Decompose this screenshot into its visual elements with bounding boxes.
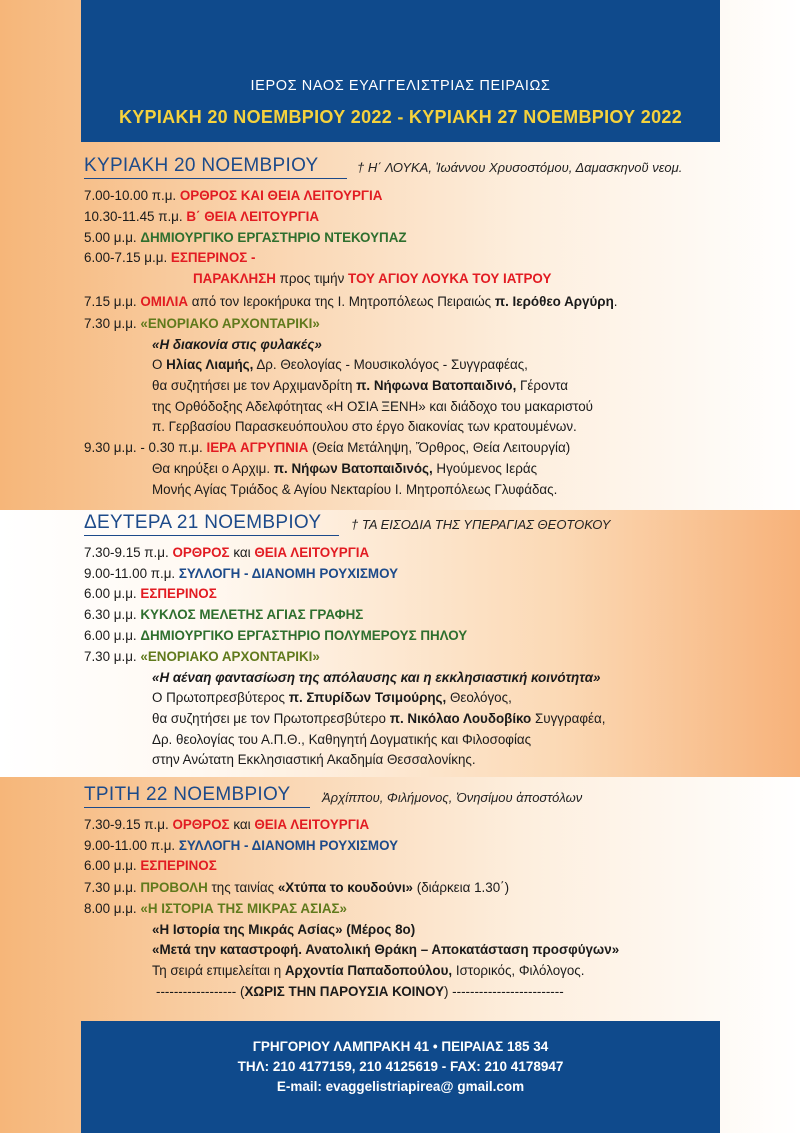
- schedule-line: 6.00 μ.μ. ΕΣΠΕΡΙΝΟΣ: [84, 586, 217, 601]
- no-public-notice: ------------------ (ΧΩΡΙΣ ΤΗΝ ΠΑΡΟΥΣΙΑ ΚΟΙΝΟΥ) -------------------------: [156, 984, 564, 999]
- schedule-line: 6.00 μ.μ. ΕΣΠΕΡΙΝΟΣ: [84, 858, 217, 873]
- schedule-line: 8.00 μ.μ. «Η ΙΣΤΟΡΙΑ ΤΗΣ ΜΙΚΡΑΣ ΑΣΙΑΣ»: [84, 901, 347, 916]
- schedule-line: 7.30-9.15 π.μ. ΟΡΘΡΟΣ και ΘΕΙΑ ΛΕΙΤΟΥΡΓΙΑ: [84, 545, 370, 560]
- talk-line: Ο Πρωτοπρεσβύτερος π. Σπυρίδων Τσιμούρης, Θεολόγος,: [152, 690, 512, 705]
- talk-line: Δρ. θεολογίας του Α.Π.Θ., Καθηγητή Δογματικής και Φιλοσοφίας: [152, 732, 532, 747]
- schedule-line: 9.00-11.00 π.μ. ΣΥΛΛΟΓΗ - ΔΙΑΝΟΜΗ ΡΟΥΧΙΣΜΟΥ: [84, 566, 399, 581]
- feast-monday: † ΤΑ ΕΙΣΟΔΙΑ ΤΗΣ ΥΠΕΡΑΓΙΑΣ ΘΕΟΤΟΚΟΥ: [351, 517, 611, 532]
- talk-subject: «Η Ιστορία της Μικράς Ασίας» (Μέρος 8ο): [152, 922, 416, 937]
- day-underline: [84, 807, 310, 808]
- schedule-line: 7.30 μ.μ. «ΕΝΟΡΙΑΚΟ ΑΡΧΟΝΤΑΡΙΚΙ»: [84, 649, 320, 664]
- talk-subject: «Μετά την καταστροφή. Ανατολική Θράκη – Αποκατάσταση προσφύγων»: [152, 942, 620, 957]
- phone-fax: ΤΗΛ: 210 4177159, 210 4125619 - FAX: 210 4178947: [237, 1059, 564, 1074]
- email: E-mail: evaggelistriapirea@ gmail.com: [276, 1079, 525, 1094]
- feast-sunday: † Η΄ ΛΟΥΚΑ, Ἰωάννου Χρυσοστόμου, Δαμασκηνοῦ νεομ.: [357, 160, 683, 175]
- schedule-line: 6.30 μ.μ. ΚΥΚΛΟΣ ΜΕΛΕΤΗΣ ΑΓΙΑΣ ΓΡΑΦΗΣ: [84, 607, 364, 622]
- schedule-line: 7.30 μ.μ. ΠΡΟΒΟΛΗ της ταινίας «Χτύπα το κουδούνι» (διάρκεια 1.30΄): [84, 880, 510, 895]
- schedule-line: ΠΑΡΑΚΛΗΣΗ προς τιμήν ΤΟΥ ΑΓΙΟΥ ΛΟΥΚΑ ΤΟΥ ΙΑΤΡΟΥ: [193, 271, 552, 286]
- address: ΓΡΗΓΟΡΙΟΥ ΛΑΜΠΡΑΚΗ 41 • ΠΕΙΡΑΙΑΣ 185 34: [252, 1039, 549, 1054]
- talk-line: θα συζητήσει με τον Αρχιμανδρίτη π. Νήφωνα Βατοπαιδινό, Γέροντα: [152, 378, 568, 393]
- schedule-line: 6.00 μ.μ. ΔΗΜΙΟΥΡΓΙΚΟ ΕΡΓΑΣΤΗΡΙΟ ΠΟΛΥΜΕΡΟΥΣ ΠΗΛΟΥ: [84, 628, 468, 643]
- day-title-monday: ΔΕΥΤΕΡΑ 21 ΝΟΕΜΒΡΙΟΥ: [84, 512, 322, 533]
- schedule-line: 10.30-11.45 π.μ. Β΄ ΘΕΙΑ ΛΕΙΤΟΥΡΓΙΑ: [84, 209, 320, 224]
- schedule-line: 7.15 μ.μ. ΟΜΙΛΙΑ από τον Ιεροκήρυκα της Ι. Μητροπόλεως Πειραιώς π. Ιερόθεο Αργύρη.: [84, 294, 618, 309]
- feast-tuesday: Ἀρχίππου, Φιλήμονος, Ὀνησίμου ἀποστόλων: [322, 790, 583, 805]
- header-box: [81, 0, 720, 142]
- talk-subject: «Η αέναη φαντασίωση της απόλαυσης και η εκκλησιαστική κοινότητα»: [152, 670, 601, 685]
- talk-subject: «Η διακονία στις φυλακές»: [152, 337, 322, 352]
- schedule-line: 7.00-10.00 π.μ. ΟΡΘΡΟΣ ΚΑΙ ΘΕΙΑ ΛΕΙΤΟΥΡΓΙΑ: [84, 188, 383, 203]
- talk-line: της Ορθόδοξης Αδελφότητας «Η ΟΣΙΑ ΞΕΝΗ» και διάδοχο του μακαριστού: [152, 399, 593, 414]
- talk-line: θα συζητήσει με τον Πρωτοπρεσβύτερο π. Νικόλαο Λουδοβίκο Συγγραφέα,: [152, 711, 606, 726]
- schedule-line: 6.00-7.15 μ.μ. ΕΣΠΕΡΙΝΟΣ -: [84, 250, 256, 265]
- schedule-line: 7.30 μ.μ. «ΕΝΟΡΙΑΚΟ ΑΡΧΟΝΤΑΡΙΚΙ»: [84, 316, 320, 331]
- day-title-tuesday: ΤΡΙΤΗ 22 ΝΟΕΜΒΡΙΟΥ: [84, 784, 291, 805]
- schedule-period: ΚΥΡΙΑΚΗ 20 ΝΟΕΜΒΡΙΟΥ 2022 - ΚΥΡΙΑΚΗ 27 ΝΟΕΜΒΡΙΟΥ 2022: [118, 107, 683, 127]
- schedule-line: 5.00 μ.μ. ΔΗΜΙΟΥΡΓΙΚΟ ΕΡΓΑΣΤΗΡΙΟ ΝΤΕΚΟΥΠΑΖ: [84, 230, 407, 245]
- talk-line: Ο Ηλίας Λιαμής, Δρ. Θεολογίας - Μουσικολόγος - Συγγραφέας,: [152, 357, 528, 372]
- schedule-line: 9.00-11.00 π.μ. ΣΥΛΛΟΓΗ - ΔΙΑΝΟΜΗ ΡΟΥΧΙΣΜΟΥ: [84, 838, 399, 853]
- talk-line: Μονής Αγίας Τριάδος & Αγίου Νεκταρίου Ι. Μητροπόλεως Γλυφάδας.: [152, 482, 558, 497]
- talk-line: στην Ανώτατη Εκκλησιαστική Ακαδημία Θεσσαλονίκης.: [152, 752, 476, 767]
- day-underline: [84, 178, 347, 179]
- footer-contact-box: [81, 1021, 720, 1133]
- church-name: ΙΕΡΟΣ ΝΑΟΣ ΕΥΑΓΓΕΛΙΣΤΡΙΑΣ ΠΕΙΡΑΙΩΣ: [250, 78, 551, 94]
- day-underline: [84, 535, 339, 536]
- talk-line: π. Γερβασίου Παρασκευόπουλου στο έργο διακονίας των κρατουμένων.: [152, 419, 577, 434]
- schedule-line: 7.30-9.15 π.μ. ΟΡΘΡΟΣ και ΘΕΙΑ ΛΕΙΤΟΥΡΓΙΑ: [84, 817, 370, 832]
- talk-line: Θα κηρύξει ο Αρχιμ. π. Νήφων Βατοπαιδινός, Ηγούμενος Ιεράς: [152, 461, 538, 476]
- talk-line: Τη σειρά επιμελείται η Αρχοντία Παπαδοπούλου, Ιστορικός, Φιλόλογος.: [152, 963, 585, 978]
- schedule-line: 9.30 μ.μ. - 0.30 π.μ. ΙΕΡΑ ΑΓΡΥΠΝΙΑ (Θεία Μετάληψη, Ὄρθρος, Θεία Λειτουργία): [84, 440, 571, 455]
- day-title-sunday: ΚΥΡΙΑΚΗ 20 ΝΟΕΜΒΡΙΟΥ: [84, 155, 319, 176]
